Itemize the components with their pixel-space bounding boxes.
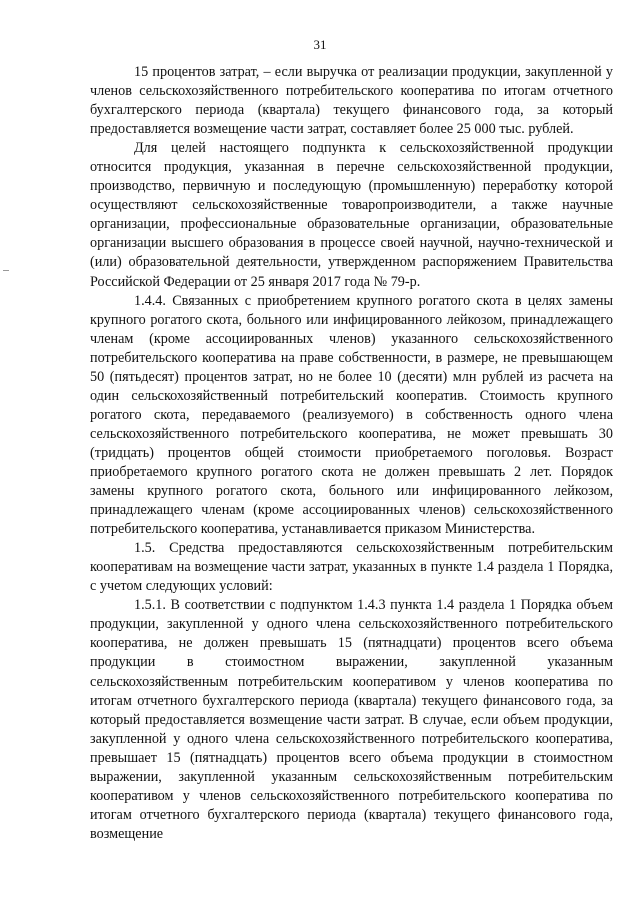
scan-artifact-mark bbox=[3, 270, 9, 271]
paragraph-1-4-4: 1.4.4. Связанных с приобретением крупного рогатого скота в целях замены крупного рогатого скота, больного или инфицированного лейкозом, принадлежащего членам (кроме ассоциированных членов) указанного сельскохозяйственного потребительского кооператива на праве собственности, в размере, не превышающем 50 (пятьдесят) процентов затрат, но не более 10 (десяти) млн рублей из расчета на один сельскохозяйственный потребительский кооператив. Стоимость крупного рогатого скота, передаваемого (реализуемого) в собственность одного члена сельскохозяйственного потребительского кооператива, не может превышать 30 (тридцать) процентов общей стоимости приобретаемого поголовья. Возраст приобретаемого крупного рогатого скота не должен превышать 2 лет. Порядок замены крупного рогатого скота, больного или инфицированного лейкозом, принадлежащего членам (кроме ассоциированных членов) сельскохозяйственного потребительского кооператива, устанавливается приказом Министерства. bbox=[90, 292, 613, 538]
document-body bbox=[90, 63, 613, 844]
page-number: 31 bbox=[313, 37, 327, 52]
paragraph-agricultural-products-definition: Для целей настоящего подпункта к сельскохозяйственной продукции относится продукция, указанная в перечне сельскохозяйственной продукции, производство, первичную и последующую (промышленную) переработку которой осуществляют сельскохозяйственные товаропроизводители, а также научные организации, профессиональные образовательные организации, образовательные организации высшего образования в процессе своей научной, научно-технической и (или) образовательной деятельности, утвержденном распоряжением Правительства Российской Федерации от 25 января 2017 года № 79-р. bbox=[90, 140, 613, 290]
paragraph-1-5: 1.5. Средства предоставляются сельскохозяйственным потребительским кооперативам на возмещение части затрат, указанных в пункте 1.4 раздела 1 Порядка, с учетом следующих условий: bbox=[90, 540, 613, 595]
paragraph-1-5-1: 1.5.1. В соответствии с подпунктом 1.4.3 пункта 1.4 раздела 1 Порядка объем продукции, закупленной у одного члена сельскохозяйственного потребительского кооператива, не должен превышать 15 (пятнадцати) процентов всего объема продукции в стоимостном выражении, закупленной указанным сельскохозяйственным потребительским кооперативом у членов кооператива по итогам отчетного бухгалтерского периода (квартала) текущего финансового года, за который предоставляется возмещение части затрат. В случае, если объем продукции, закупленной у одного члена сельскохозяйственного потребительского кооператива, превышает 15 (пятнадцать) процентов всего объема продукции в стоимостном выражении, закупленной указанным сельскохозяйственным потребительским кооперативом у членов сельскохозяйственного потребительского кооператива по итогам отчетного бухгалтерского периода (квартала) текущего финансового года, возмещение bbox=[90, 597, 613, 842]
paragraph-continuation-15-percent: 15 процентов затрат, – если выручка от реализации продукции, закупленной у членов сельскохозяйственного потребительского кооператива по итогам отчетного бухгалтерского периода (квартала) текущего финансового года, за который предоставляется возмещение части затрат, составляет более 25 000 тыс. рублей. bbox=[90, 64, 613, 138]
